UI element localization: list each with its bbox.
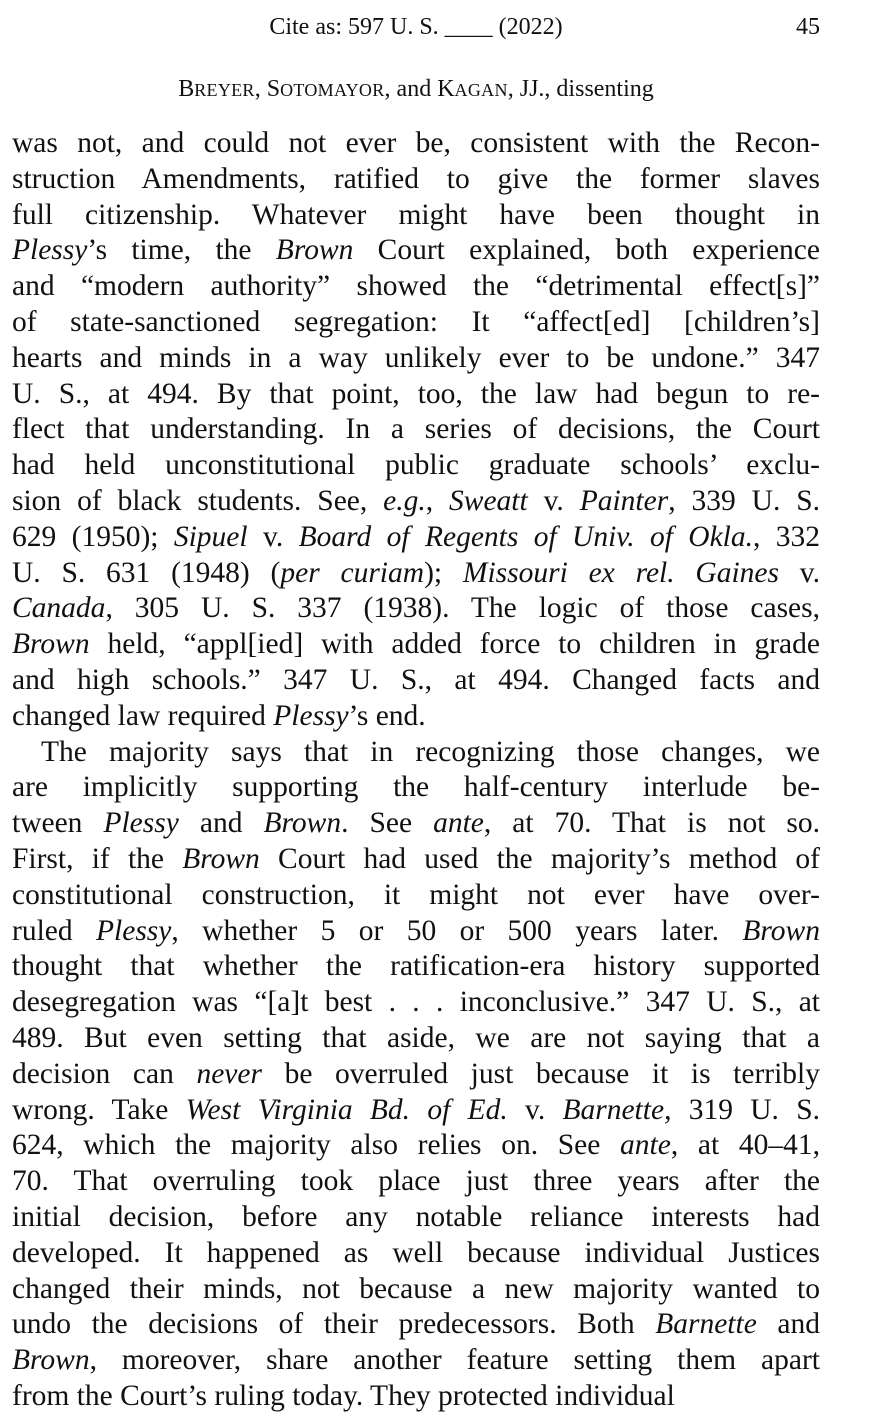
text-run: was not, and could not ever be, consistent with the Recon- (12, 127, 820, 159)
italic-run: Brown (275, 234, 354, 267)
text-run: sion of black students. See, (12, 484, 384, 517)
text-line (12, 1128, 820, 1164)
text-run: from the Court’s ruling today. They protected individual (12, 1379, 675, 1412)
text-run: The majority says that in recognizing those changes, we (41, 735, 820, 768)
text-run: and (756, 1308, 820, 1341)
text-run: constitutional construction, it might not ever have over- (12, 878, 820, 911)
opinion-text (12, 126, 820, 1415)
text-run: , 339 U. S. (668, 484, 820, 517)
text-run: 629 (1950); (12, 520, 174, 553)
italic-run: Board of Regents of Univ. of Okla. (298, 520, 754, 553)
text-run: had held unconstitutional public graduate schools’ exclu- (12, 449, 820, 482)
italic-run: Brown (12, 1344, 90, 1377)
text-line (12, 162, 820, 198)
text-line (12, 806, 820, 842)
text-run: ruled (12, 914, 97, 947)
text-line (12, 484, 820, 520)
text-line (12, 520, 820, 556)
italic-run: Canada (12, 592, 106, 625)
text-run: thought that whether the ratification-era history supported (12, 950, 820, 983)
text-run: , whether 5 or 50 or 500 years later. (171, 914, 743, 947)
text-run: desegregation was “[a]t best . . . inconclusive.” 347 U. S., at (12, 986, 820, 1019)
text-run: be overruled just because it is terribly (261, 1057, 820, 1090)
text-run: and “modern authority” showed the “detrimental effect[s]” (12, 270, 820, 303)
text-line (12, 1021, 820, 1057)
text-run: U. S. 631 (1948) ( (12, 556, 281, 589)
justice-name-rest: REYER (194, 80, 255, 100)
text-run: Court had used the majority’s method of (259, 842, 820, 875)
text-line (12, 949, 820, 985)
text-line (12, 1343, 820, 1379)
text-run: are implicitly supporting the half-century interlude be- (12, 771, 820, 804)
separator: , (254, 76, 267, 102)
text-run: decision can (12, 1057, 197, 1090)
text-run: 624, which the majority also relies on. See (12, 1129, 621, 1162)
text-run: hearts and minds in a way unlikely ever to be undone.” 347 (12, 341, 820, 374)
separator: , and (384, 76, 438, 102)
italic-run: Sipuel (173, 520, 248, 553)
text-run: U. S., at 494. By that point, too, the law had begun to re- (12, 377, 820, 410)
text-line (12, 591, 820, 627)
text-line (12, 1057, 820, 1093)
text-line (12, 556, 820, 592)
text-line (12, 412, 820, 448)
italic-run: Plessy (96, 914, 172, 947)
text-line (12, 1093, 820, 1129)
italic-run: Missouri ex rel. Gaines (462, 556, 779, 589)
text-run: 489. But even setting that aside, we are not saying that a (12, 1021, 820, 1054)
page-number: 45 (796, 14, 820, 40)
text-line (12, 1164, 820, 1200)
italic-run: Brown (263, 807, 342, 840)
text-run: ); (424, 556, 463, 589)
italic-run: Plessy (12, 234, 88, 267)
text-run: struction Amendments, ratified to give the former slaves (12, 162, 820, 195)
text-line (12, 377, 820, 413)
text-line (12, 770, 820, 806)
text-run: 70. That overruling took place just three years after the (12, 1165, 820, 1198)
text-line (12, 699, 820, 735)
italic-run: Painter (579, 484, 669, 517)
italic-run: Barnette (655, 1308, 757, 1341)
text-run: v. (507, 1093, 563, 1126)
text-run: tween (12, 807, 104, 840)
text-run: , at 40–41, (670, 1129, 820, 1162)
text-run: full citizenship. Whatever might have been thought in (12, 198, 820, 231)
justice-initial: B (178, 76, 195, 102)
italic-run: Plessy (273, 699, 349, 732)
italic-run: Barnette (562, 1093, 665, 1126)
text-line (12, 1200, 820, 1236)
text-run: wrong. Take (12, 1093, 186, 1126)
dissenting-label: , JJ., dissenting (507, 76, 654, 102)
italic-run: Sweatt (449, 484, 528, 517)
text-line (12, 198, 820, 234)
italic-run: ante (433, 807, 484, 840)
italic-run: per curiam (280, 556, 425, 589)
text-line (12, 1236, 820, 1272)
text-line (12, 627, 820, 663)
text-run: Court explained, both experience (353, 234, 820, 267)
italic-run: Brown (182, 842, 260, 875)
text-run: ’s time, the (87, 234, 276, 267)
italic-run: Brown (12, 628, 90, 661)
text-run: and high schools.” 347 U. S., at 494. Changed facts and (12, 663, 820, 696)
text-run: v. (247, 520, 299, 553)
text-line (12, 1272, 820, 1308)
text-line (12, 1307, 820, 1343)
text-run: changed law required (12, 699, 274, 732)
text-line (12, 269, 820, 305)
italic-run: ante (620, 1129, 671, 1162)
text-line (12, 842, 820, 878)
running-header (0, 14, 872, 46)
italic-run: Plessy (103, 807, 179, 840)
italic-run: never (196, 1057, 262, 1090)
text-run: and (178, 807, 264, 840)
text-line (12, 233, 820, 269)
text-line (12, 341, 820, 377)
text-run: flect that understanding. In a series of decisions, the Court (12, 413, 820, 446)
justice-name-rest: OTOMAYOR (280, 80, 385, 100)
dissent-attribution (0, 76, 832, 103)
italic-run: Brown (742, 914, 820, 947)
text-run: held, “appl[ied] with added force to children in grade (89, 628, 820, 661)
text-run: v. (527, 484, 580, 517)
text-run: , moreover, share another feature setting them apart (89, 1344, 820, 1377)
text-line (12, 1379, 820, 1415)
justice-initial: S (266, 76, 281, 102)
text-run: changed their minds, not because a new majority wanted to (12, 1272, 820, 1305)
text-run: v. (779, 556, 820, 589)
text-run: , 332 (753, 520, 820, 553)
text-line (12, 878, 820, 914)
italic-run: e.g. (383, 484, 426, 517)
italic-run: West Virginia Bd. of Ed. (185, 1093, 508, 1126)
citation-line: Cite as: 597 U. S. ____ (2022) (269, 14, 563, 40)
text-line (12, 126, 820, 162)
justice-name-rest: AGAN (454, 80, 508, 100)
text-line (12, 985, 820, 1021)
text-run: , (425, 484, 450, 517)
text-run: developed. It happened as well because individual Justices (12, 1236, 820, 1269)
text-run: , 319 U. S. (664, 1093, 820, 1126)
text-run: , at 70. That is not so. (483, 807, 820, 840)
text-run: , 305 U. S. 337 (1938). The logic of those cases, (105, 592, 820, 625)
text-line (12, 305, 820, 341)
justice-initial: K (437, 76, 455, 102)
text-run: First, if the (12, 842, 183, 875)
text-run: of state-sanctioned segregation: It “affect[ed] [children’s] (12, 305, 820, 338)
text-line (12, 663, 820, 699)
text-run: initial decision, before any notable reliance interests had (12, 1200, 820, 1233)
text-run: . See (341, 807, 434, 840)
text-line (12, 914, 820, 950)
text-run: undo the decisions of their predecessors. Both (12, 1308, 656, 1341)
text-line (12, 735, 820, 771)
text-line (12, 448, 820, 484)
text-run: ’s end. (348, 699, 426, 732)
